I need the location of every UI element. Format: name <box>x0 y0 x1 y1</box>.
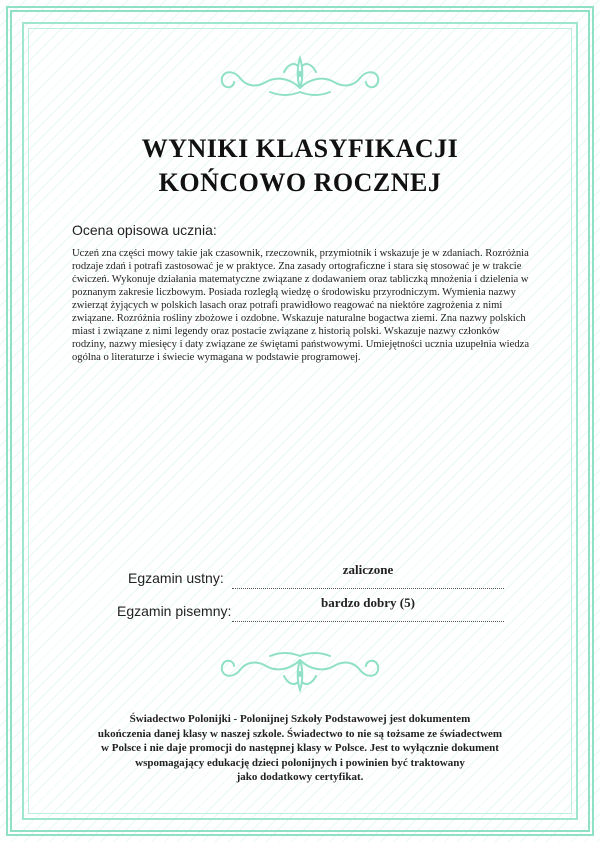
title-line-1: WYNIKI KLASYFIKACJI <box>141 134 459 163</box>
ornament-flourish-icon <box>210 50 390 100</box>
written-exam-value: bardzo dobry (5) <box>321 595 415 610</box>
ornament-flourish-icon <box>210 648 390 698</box>
description-label: Ocena opisowa ucznia: <box>72 222 217 238</box>
footer-line: jako dodatkowy certyfikat. <box>236 771 364 783</box>
oral-exam-label: Egzamin ustny: <box>128 570 224 586</box>
oral-exam-dotted-line <box>232 588 504 589</box>
oral-exam-row <box>0 562 600 592</box>
description-text: Uczeń zna części mowy takie jak czasownik, rzeczownik, przymiotnik i wskazuje je w zdaniach. Rozróżnia rodzaje zdań i potrafi zastosować je w praktyce. Zna zasady ortograficzne i stara się stosować je w trakcie ćwiczeń. Wykonuje działania matematyczne związane z dodawaniem oraz tabliczką mnożenia i dzielenia w poznanym zakresie liczbowym. Posiada rozległą wiedzę o środowisku przyrodniczym. Wymienia nazwy zwierząt żyjących w polskich lasach oraz potrafi prawidłowo reagować na niektóre zagrożenia z nimi związane. Rozróżnia rośliny zbożowe i ozdobne. Wskazuje naturalne bogactwa ziemi. Zna nazwy polskich miast i związane z nimi legendy oraz postacie związane z historią polski. Wskazuje nazwy członków rodziny, nazwy miesięcy i daty związane ze świętami państwowymi. Umiejętności ucznia uzupełnia wiedza ogólna o literaturze i świecie wymagana w podstawie programowej. <box>72 248 530 363</box>
title-line-2: KOŃCOWO ROCZNEJ <box>158 168 442 197</box>
footer-line: wspomagający edukację dzieci polonijnych i powinien być traktowany <box>135 756 465 769</box>
oral-exam-value: zaliczone <box>342 562 394 577</box>
footer-disclaimer <box>60 712 540 785</box>
footer-line: ukończenia danej klasy w naszej szkole. Świadectwo to nie są tożsame ze świadectwem <box>97 727 503 740</box>
written-exam-row <box>0 595 600 625</box>
footer-line: Świadectwo Polonijki - Polonijnej Szkoły Podstawowej jest dokumentem <box>129 713 471 725</box>
footer-line: w Polsce i nie daje promocji do następnej klasy w Polsce. Jest to wyłącznie dokument <box>101 742 499 754</box>
written-exam-dotted-line <box>232 621 504 622</box>
certificate-title <box>40 132 560 200</box>
written-exam-label: Egzamin pisemny: <box>117 603 232 619</box>
